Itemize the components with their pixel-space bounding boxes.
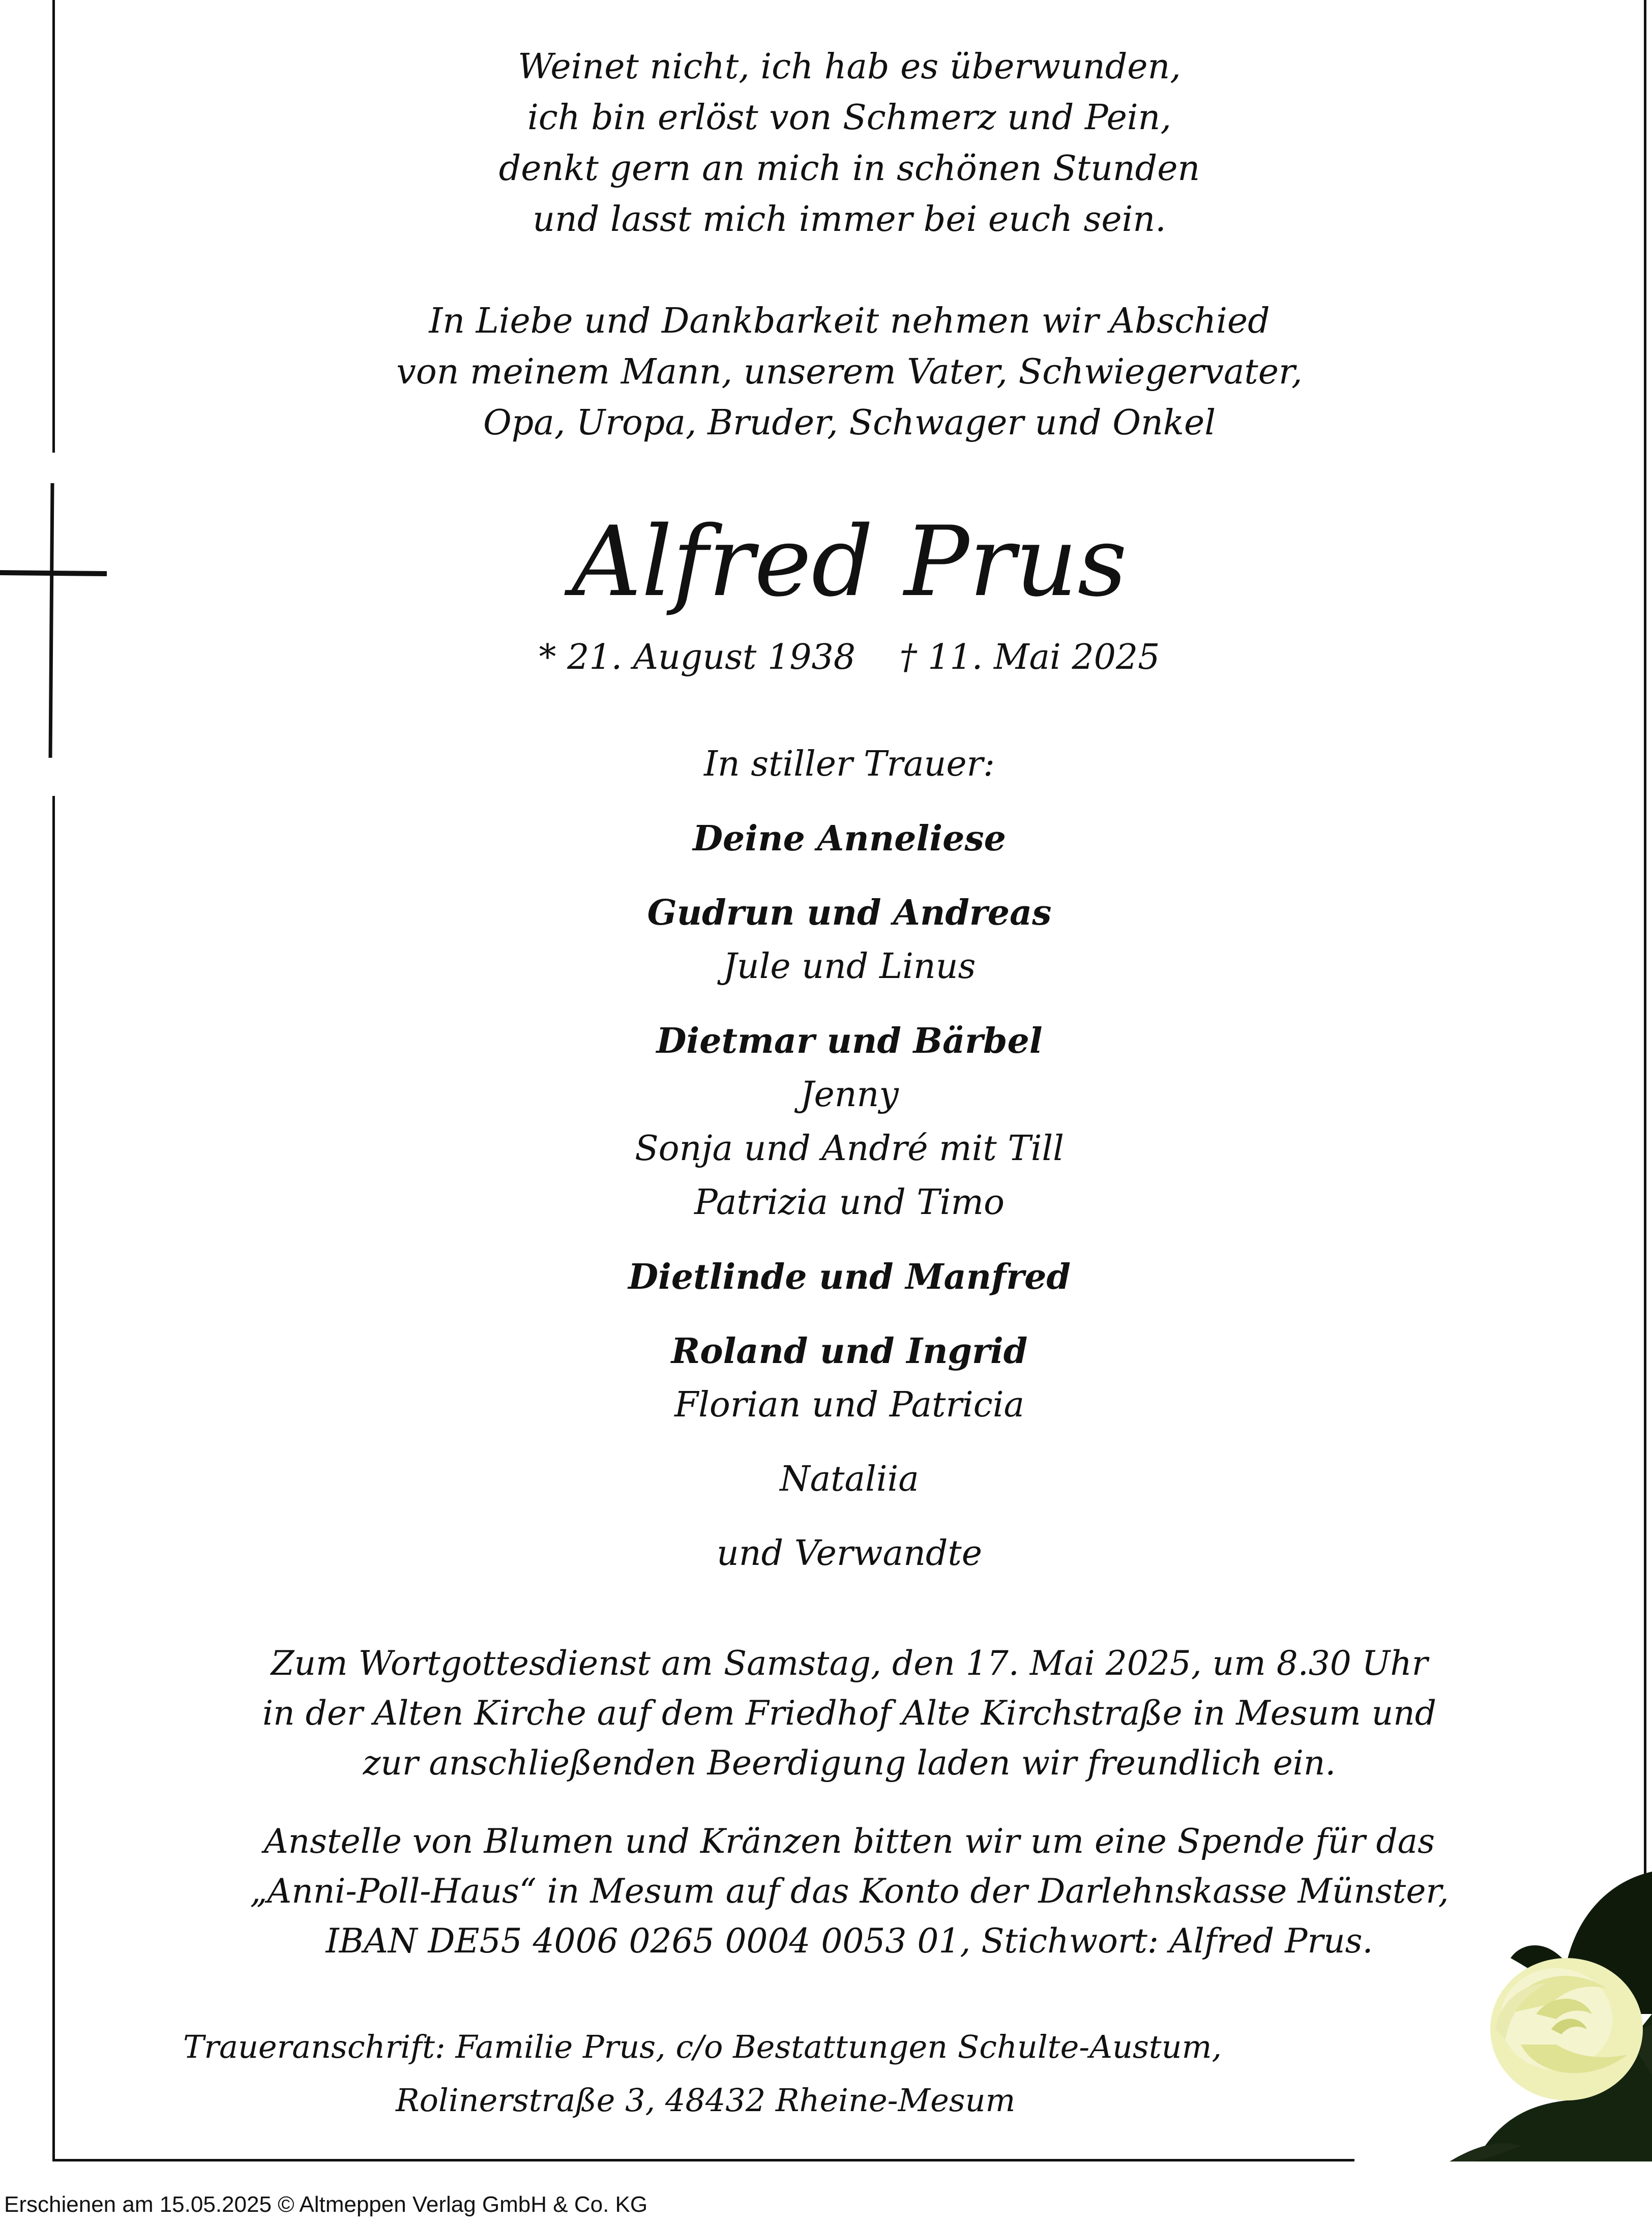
- mourner-sub: Florian und Patricia: [674, 1385, 1024, 1425]
- intro-line: von meinem Mann, unserem Vater, Schwiegervater,: [396, 352, 1303, 392]
- poem-line: Weinet nicht, ich hab es überwunden,: [518, 47, 1181, 87]
- intro-line: In Liebe und Dankbarkeit nehmen wir Abschied: [429, 301, 1270, 341]
- mourner-sub: Jenny: [800, 1075, 899, 1115]
- frame-bottom: [52, 2159, 1354, 2161]
- service-notice: [52, 1639, 1646, 1788]
- farewell-intro: [52, 296, 1646, 449]
- mourner: Dietlinde und Manfred: [628, 1257, 1071, 1297]
- poem-line: und lasst mich immer bei euch sein.: [533, 199, 1166, 240]
- donation-line: „Anni-Poll-Haus“ in Mesum auf das Konto der Darlehnskasse Münster,: [250, 1872, 1449, 1911]
- mourner: Roland und Ingrid: [671, 1331, 1028, 1372]
- donation-line: Anstelle von Blumen und Kränzen bitten wir um eine Spende für das: [263, 1822, 1435, 1861]
- poem-line: denkt gern an mich in schönen Stunden: [498, 149, 1200, 189]
- service-line: in der Alten Kirche auf dem Friedhof Alte Kirchstraße in Mesum und: [262, 1694, 1436, 1733]
- mourner: und Verwandte: [717, 1533, 982, 1574]
- dates-text: * 21. August 1938 † 11. Mai 2025: [539, 637, 1160, 677]
- mourner-sub: Sonja und André mit Till: [635, 1129, 1064, 1169]
- mourning-heading: In stiller Trauer:: [704, 744, 995, 784]
- mourner: Dietmar und Bärbel: [656, 1021, 1043, 1061]
- deceased-name: Alfred Prus: [571, 506, 1128, 618]
- poem-line: ich bin erlöst von Schmerz und Pein,: [527, 98, 1171, 138]
- life-dates: [52, 632, 1646, 683]
- service-line: Zum Wortgottesdienst am Samstag, den 17. Mai 2025, um 8.30 Uhr: [271, 1644, 1428, 1683]
- rose-image: [1282, 1861, 1652, 2161]
- mourner: Nataliia: [780, 1459, 919, 1499]
- mourners-list: [52, 737, 1646, 1581]
- mourner: Deine Anneliese: [693, 818, 1006, 859]
- service-line: zur anschließenden Beerdigung laden wir freundlich ein.: [363, 1743, 1336, 1783]
- intro-line: Opa, Uropa, Bruder, Schwager und Onkel: [483, 403, 1216, 443]
- mourner-sub: Patrizia und Timo: [694, 1182, 1005, 1223]
- donation-line: IBAN DE55 4006 0265 0004 0053 01, Stichwort: Alfred Prus.: [326, 1921, 1373, 1961]
- mourner: Gudrun und Andreas: [647, 893, 1052, 933]
- mourning-address-line1: Traueranschrift: Familie Prus, c/o Bestattungen Schulte-Austum,: [183, 2028, 1222, 2065]
- mourner-sub: Jule und Linus: [723, 946, 976, 987]
- publication-footer: Erschienen am 15.05.2025 © Altmeppen Verlag GmbH & Co. KG: [4, 2192, 648, 2217]
- poem: [52, 42, 1646, 245]
- mourning-address-line2: Rolinerstraße 3, 48432 Rheine-Mesum: [396, 2082, 1016, 2119]
